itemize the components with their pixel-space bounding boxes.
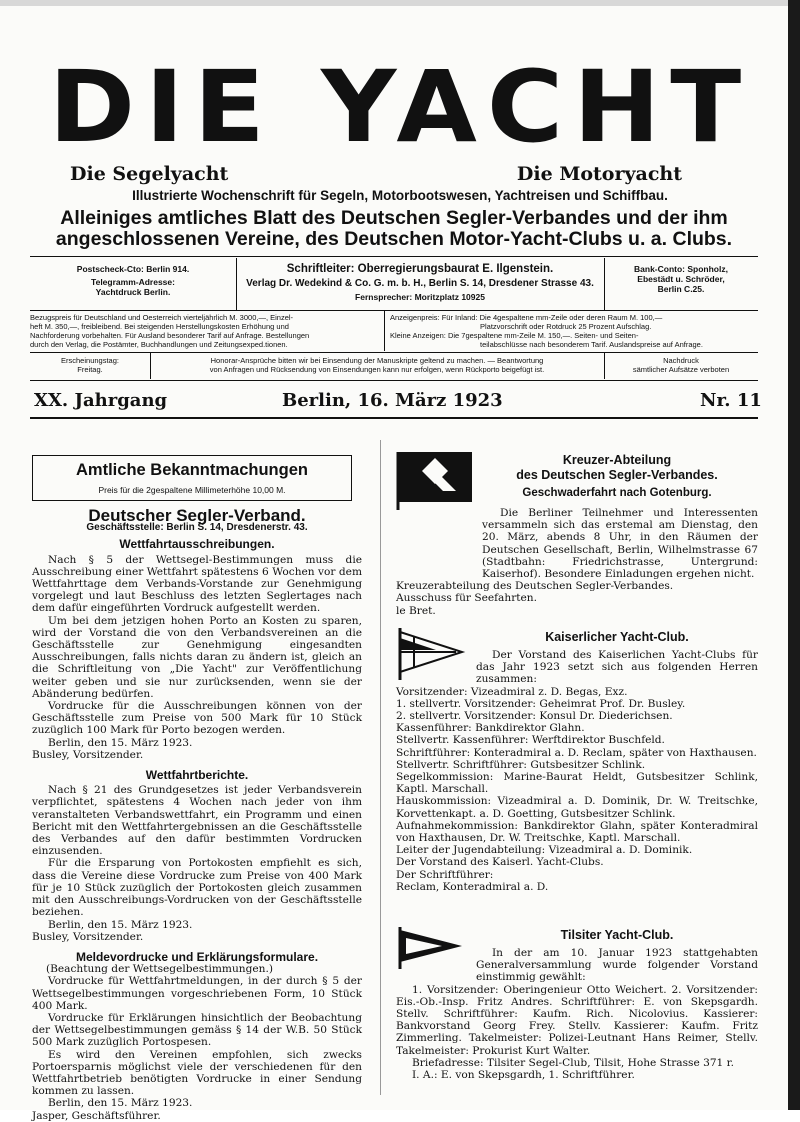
paragraph: Vordrucke für Erklärungen hinsichtlich der Beobachtung der Wettsegelbestimmungen gemäss § 14 der W.B. 50 Stück 500 Mark zuzüglich Portospesen. [32,1011,362,1049]
paragraph: Es wird den Vereinen empfohlen, sich zwecks Portoersparnis möglichst viele der verschiedenen für den Wettfahrtbetrieb benötigten Vordrucke in einer Sendung kommen zu lassen. [32,1048,362,1098]
anzeigen-line2: Platzvorschrift oder Rotdruck 25 Prozent Aufschlag. [480,322,652,331]
signature: I. A.: E. von Skepsgardh, 1. Schriftführer. [412,1069,635,1082]
heading-ausschreibungen: Wettfahrtausschreibungen. [119,537,275,552]
divider [30,310,758,311]
phone-text: Fernsprecher: Moritzplatz 10925 [355,292,485,302]
dateline-text: Berlin, den 15. März 1923. [48,736,193,749]
tagline: Illustrierte Wochenschrift für Segeln, Motorbootswesen, Yachtreisen und Schiffbau. [132,188,668,203]
publisher-text: Verlag Dr. Wedekind & Co. G. m. b. H., Berlin S. 14, Dresdener Strasse 43. [246,278,594,289]
signature: le Bret. [396,604,436,617]
signature: Reclam, Konteradmiral a. D. [396,880,549,893]
list-item: 1. stellvertr. Vorsitzender: Geheimrat Prof. Dr. Busley. [396,697,686,710]
issue-number: Nr. 11 [700,390,762,411]
dateline-text: Berlin, den 15. März 1923. [48,918,193,931]
official-notice-line2: angeschlossenen Vereine, des Deutschen Motor-Yacht-Clubs u. a. Clubs. [55,228,733,250]
kreuzer-body [396,507,758,617]
paragraph: Der Vorstand des Kaiserlichen Yacht-Clubs für das Jahr 1923 setzt sich aus folgenden Herren zusammen: [476,649,758,686]
divider [30,352,758,353]
signature: Der Schriftführer: [396,868,494,881]
masthead-title: DIE YACHT [48,49,752,165]
postscheck-text: Postscheck-Cto: Berlin 914. [76,264,190,274]
signature: Ausschuss für Seefahrten. [396,592,537,605]
editor-text: Schriftleiter: Oberregierungsbaurat E. Ilgenstein. [286,263,554,275]
subtitle-segelyacht: Die Segelyacht [70,163,229,185]
tyc-heading: Tilsiter Yacht-Club. [560,928,674,942]
subtitle-motoryacht: Die Motoryacht [516,163,682,185]
list-item: Segelkommission: Marine-Baurat Heldt, Gutsbesitzer Schlink, Kaptl. Marschall. [396,771,758,796]
list-item: Stellvertr. Schriftführer: Gutsbesitzer Schlink. [396,758,646,771]
paragraph: Nach § 21 des Grundgesetzes ist jeder Verbandsverein verpflichtet, spätestens 4 Wochen nach jeder von ihm veranstalteten Verbandswettfahrt, ein Programm und einen Bericht mit den Wettfahrtergebnissen an die Geschäftsstelle des Verbandes auf den dafür bestimmten Vordrucken einzusenden. [32,784,362,858]
paragraph: Für die Ersparung von Portokosten empfiehlt es sich, dass die Vereine diese Vordrucke zum Preise von 400 Mark für je 10 Stück zuzüglich der Portokosten gleich zusammen mit den Ausschreibungs-Vordrucken von der Geschäftsstelle beziehen. [32,857,362,919]
official-notice-line1: Alleiniges amtliches Blatt des Deutschen Segler-Verbandes und der ihm [60,207,728,229]
heading-meldevordrucke: Meldevordrucke und Erklärungsformulare. [75,949,319,964]
address: Briefadresse: Tilsiter Segel-Club, Tilsit, Hohe Strasse 371 r. [412,1056,734,1069]
left-column [32,506,362,1122]
telegram-address: Yachtdruck Berlin. [95,287,171,297]
box-title: Amtliche Bekanntmachungen [76,461,308,479]
signature: Jasper, Geschäftsführer. [32,1109,161,1122]
kreuzer-heading1: Kreuzer-Abteilung [562,453,672,467]
subheading: (Beachtung der Wettsegelbestimmungen.) [46,963,273,976]
bank-line3: Berlin C.25. [657,284,705,294]
signature: Busley, Vorsitzender. [32,930,144,943]
bank-line1: Bank-Conto: Sponholz, [634,264,728,274]
volume-label: XX. Jahrgang [34,390,168,411]
signature: Der Vorstand des Kaiserl. Yacht-Clubs. [396,856,604,869]
list-item: Stellvertr. Kassenführer: Werftdirektor Buschfeld. [396,734,665,747]
official-announcements-box [32,455,352,501]
publication-day-value: Freitag. [77,365,103,374]
anzeigen-line4: teilabschlüsse nach besonderem Tarif. Auslandspreise auf Anfrage. [480,340,703,349]
anzeigen-line3: Kleine Anzeigen: Die 7gespaltene mm-Zeile M. 150,—. Seiten- und Seiten- [390,331,639,340]
postal-info [30,264,236,297]
bezug-line2: heft M. 350,—, freibleibend. Bei steigenden Herstellungskosten Erhöhung und [30,322,289,331]
dateline-text: Berlin, den 15. März 1923. [48,1097,193,1110]
paragraph: Um bei dem jetzigen hohen Porto an Kosten zu sparen, wird der Vorstand die von den Verbandsvereinen an die Geschäftsstelle zur Genehmigung eingesandten Ausschreibungen, falls nichts daran zu ändern ist, gleich an die Schriftleitung von „Die Yacht" zur Veröffentlichung weiter geben und sie nur zurücksenden, wenn sie der Abänderung bedürfen. [32,614,362,700]
list-item: Aufnahmekommission: Bankdirektor Glahn, später Konteradmiral von Haxthausen, Dr. W. Treitschke, Kaptl. Marschall. [396,819,758,845]
bezug-line4: durch den Verlag, die Postämter, Buchhandlungen und Zeitungsexped.tionen. [30,340,288,349]
list-item: Leiter der Jugendabteilung: Vizeadmiral a. D. Dominik. [396,844,693,857]
bank-line2: Ebestädt u. Schröder, [637,274,725,284]
paragraph: 1. Vorsitzender: Oberingenieur Otto Weichert. 2. Vorsitzender: Eis.-Ob.-Insp. Fritz Andres. Schriftführer: E. von Skepsgardh. Stellv. Schriftführer: Kaufm. Rich. Nicolovius. Kassierer: Bankvorstand Georg Frey. Stellv. Kassierer: Kaufm. Fritz Zimmerling. Takelmeister: Polizei-Leutnant Hans Reimer, Stellv. Takelmeister: Prokurist Kurt Walter. [396,983,758,1057]
kyc-section [396,630,758,893]
box-subtitle: Preis für die 2gespaltene Millimeterhöhe 10,00 M. [98,485,286,495]
signature: Busley, Vorsitzender. [32,748,144,761]
paragraph: Die Berliner Teilnehmer und Interessenten versammeln sich das erstemal am Dienstag, den 20. März, abends 8 Uhr, in den Räumen der Deutschen Gesellschaft, Berlin, Wilhelmstrasse 67 (Stadtbahn: Friedrichstrasse, Untergrund: Kaiserhof). Besondere Einladungen ergehen nicht. [482,507,758,581]
scan-edge-top [0,0,800,6]
kreuzer-heading3: Geschwaderfahrt nach Gotenburg. [522,487,712,499]
kyc-heading: Kaiserlicher Yacht-Club. [545,630,689,644]
list-item: Schriftführer: Konteradmiral a. D. Reclam, später von Haxthausen. [396,746,757,759]
honorar-line1: Honorar-Ansprüche bitten wir bei Einsendung der Manuskripte geltend zu machen. — Beantwortung [210,356,544,365]
signature: Kreuzerabteilung des Deutschen Segler-Verbandes. [396,580,674,593]
telegram-label: Telegramm-Adresse: [91,277,175,287]
publisher-info [236,262,604,304]
subscription-info [30,313,380,349]
list-item: Vorsitzender: Vizeadmiral z. D. Begas, Exz. [396,685,628,698]
reprint-line1: Nachdruck [663,356,699,365]
divider [30,256,758,257]
kreuzer-section [396,453,758,501]
paragraph: Nach § 5 der Wettsegel-Bestimmungen muss die Ausschreibung einer Wettfahrt spätestens 6 Wochen vor dem Wettfahrttage dem Verbands-Vorstande zur Genehmigung vorgelegt und laut Beschluss des letzten Seglertages nach dem dafür eingeführten Vordruck aufgestellt werden. [32,553,362,615]
tyc-section [396,928,758,1081]
list-item: Hauskommission: Vizeadmiral a. D. Dominik, Dr. W. Treitschke, Korvettenkapt. a. D. Goetting, Gutsbesitzer Schlink. [396,795,758,820]
bezug-line1: Bezugspreis für Deutschland und Oesterreich vierteljährlich M. 3000,—, Einzel- [30,313,294,322]
reprint-line2: sämtlicher Aufsätze verboten [632,365,730,374]
issue-date: Berlin, 16. März 1923 [282,390,503,411]
kreuzer-heading2: des Deutschen Segler-Verbandes. [516,468,718,482]
bezug-line3: Nachforderung vorbehalten. Für Ausland besonderer Tarif auf Anfrage. Bestellungen [30,331,310,340]
dsv-title: Deutscher Segler-Verband. [88,506,306,525]
kyc-board-list [396,686,758,857]
divider [30,417,758,419]
list-item: Kassenführer: Bankdirektor Glahn. [396,722,585,735]
paragraph: Vordrucke für die Ausschreibungen können von der Geschäftsstelle zum Preise von 500 Mark für 10 Stück zuzüglich 100 Mark für Porto bezogen werden. [32,700,362,737]
publication-day-label: Erscheinungstag: [61,356,119,365]
heading-berichte: Wettfahrtberichte. [145,768,249,783]
list-item: 2. stellvertr. Vorsitzender: Konsul Dr. Diederichsen. [396,710,673,723]
reprint-notice [604,356,758,374]
divider [384,311,385,351]
anzeigen-line1: Anzeigenpreis: Für Inland: Die 4gespaltene mm-Zeile oder deren Raum M. 100,— [390,313,663,322]
dsv-office: Geschäftsstelle: Berlin S. 14, Dresdenerstr. 43. [86,522,308,534]
column-divider [380,440,381,1095]
publication-day [30,356,150,374]
official-notice [34,208,754,250]
honorar-notice [150,356,604,374]
advert-pricing [390,313,758,349]
paragraph: In der am 10. Januar 1923 stattgehabten Generalversammlung wurde folgender Vorstand einstimmig gewählt: [476,947,758,984]
paragraph: Vordrucke für Wettfahrtmeldungen, in der durch § 5 der Wettsegelbestimmungen vorgeschriebenen Form, 10 Stück 400 Mark. [32,975,362,1012]
divider [30,380,758,381]
bank-info [604,264,758,294]
scan-edge-right [788,0,800,1110]
honorar-line2: von Anfragen und Rücksendung von Einsendungen kann nur erfolgen, wenn Rückporto beigefügt ist. [209,365,545,374]
